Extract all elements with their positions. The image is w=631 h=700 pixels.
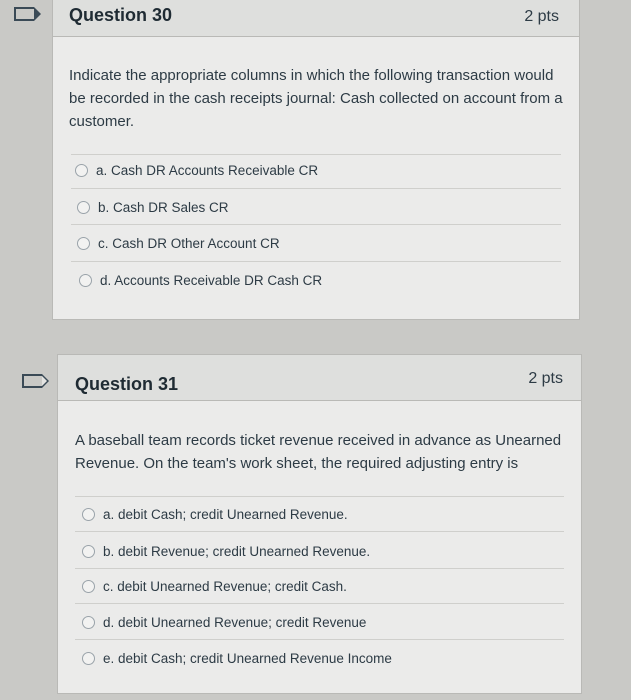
radio-button[interactable]	[82, 580, 95, 593]
radio-button[interactable]	[82, 652, 95, 665]
answer-divider	[71, 154, 561, 155]
question-header	[53, 0, 579, 37]
answer-divider	[75, 603, 564, 604]
answer-divider	[71, 188, 561, 189]
answer-label: e. debit Cash; credit Unearned Revenue Income	[103, 651, 392, 666]
answer-option[interactable]	[82, 544, 370, 559]
answer-divider	[75, 639, 564, 640]
radio-button[interactable]	[82, 508, 95, 521]
radio-button[interactable]	[75, 164, 88, 177]
answer-option[interactable]	[82, 615, 366, 630]
answer-label: d. debit Unearned Revenue; credit Revenue	[103, 615, 367, 630]
answer-option[interactable]	[82, 651, 392, 666]
answer-option[interactable]	[82, 507, 348, 522]
answer-divider	[75, 496, 564, 497]
flag-question-icon[interactable]	[22, 374, 42, 388]
question-text: Indicate the appropriate columns in which the following transaction would be recorded in the cash receipts journal: Cash collected on account from a customer.	[69, 67, 563, 130]
answer-option[interactable]	[77, 236, 280, 251]
radio-button[interactable]	[79, 274, 92, 287]
answer-divider	[75, 568, 564, 569]
question-title: Question 31	[75, 374, 179, 394]
question-header	[58, 355, 581, 401]
question-card-31	[57, 354, 582, 694]
question-points: 2 pts	[524, 8, 559, 25]
answer-label: d. Accounts Receivable DR Cash CR	[100, 273, 323, 288]
answer-label: a. debit Cash; credit Unearned Revenue.	[103, 507, 348, 522]
answer-label: a. Cash DR Accounts Receivable CR	[96, 163, 319, 178]
answer-label: c. Cash DR Other Account CR	[98, 236, 280, 251]
radio-button[interactable]	[82, 545, 95, 558]
answer-label: b. Cash DR Sales CR	[98, 200, 229, 215]
radio-button[interactable]	[77, 201, 90, 214]
answer-label: c. debit Unearned Revenue; credit Cash.	[103, 579, 347, 594]
answer-option[interactable]	[79, 273, 322, 288]
answer-divider	[75, 531, 564, 532]
question-card-30	[52, 0, 580, 320]
answer-divider	[71, 224, 561, 225]
flag-question-icon[interactable]	[14, 7, 34, 21]
answer-label: b. debit Revenue; credit Unearned Revenue.	[103, 544, 371, 559]
question-title: Question 30	[69, 5, 173, 25]
answer-divider	[71, 261, 561, 262]
radio-button[interactable]	[77, 237, 90, 250]
answer-option[interactable]	[75, 163, 318, 178]
answer-option[interactable]	[82, 579, 347, 594]
question-points: 2 pts	[528, 370, 563, 387]
radio-button[interactable]	[82, 616, 95, 629]
question-text: A baseball team records ticket revenue received in advance as Unearned Revenue. On the team's work sheet, the required adjusting entry is	[75, 432, 562, 472]
answer-option[interactable]	[77, 200, 229, 215]
